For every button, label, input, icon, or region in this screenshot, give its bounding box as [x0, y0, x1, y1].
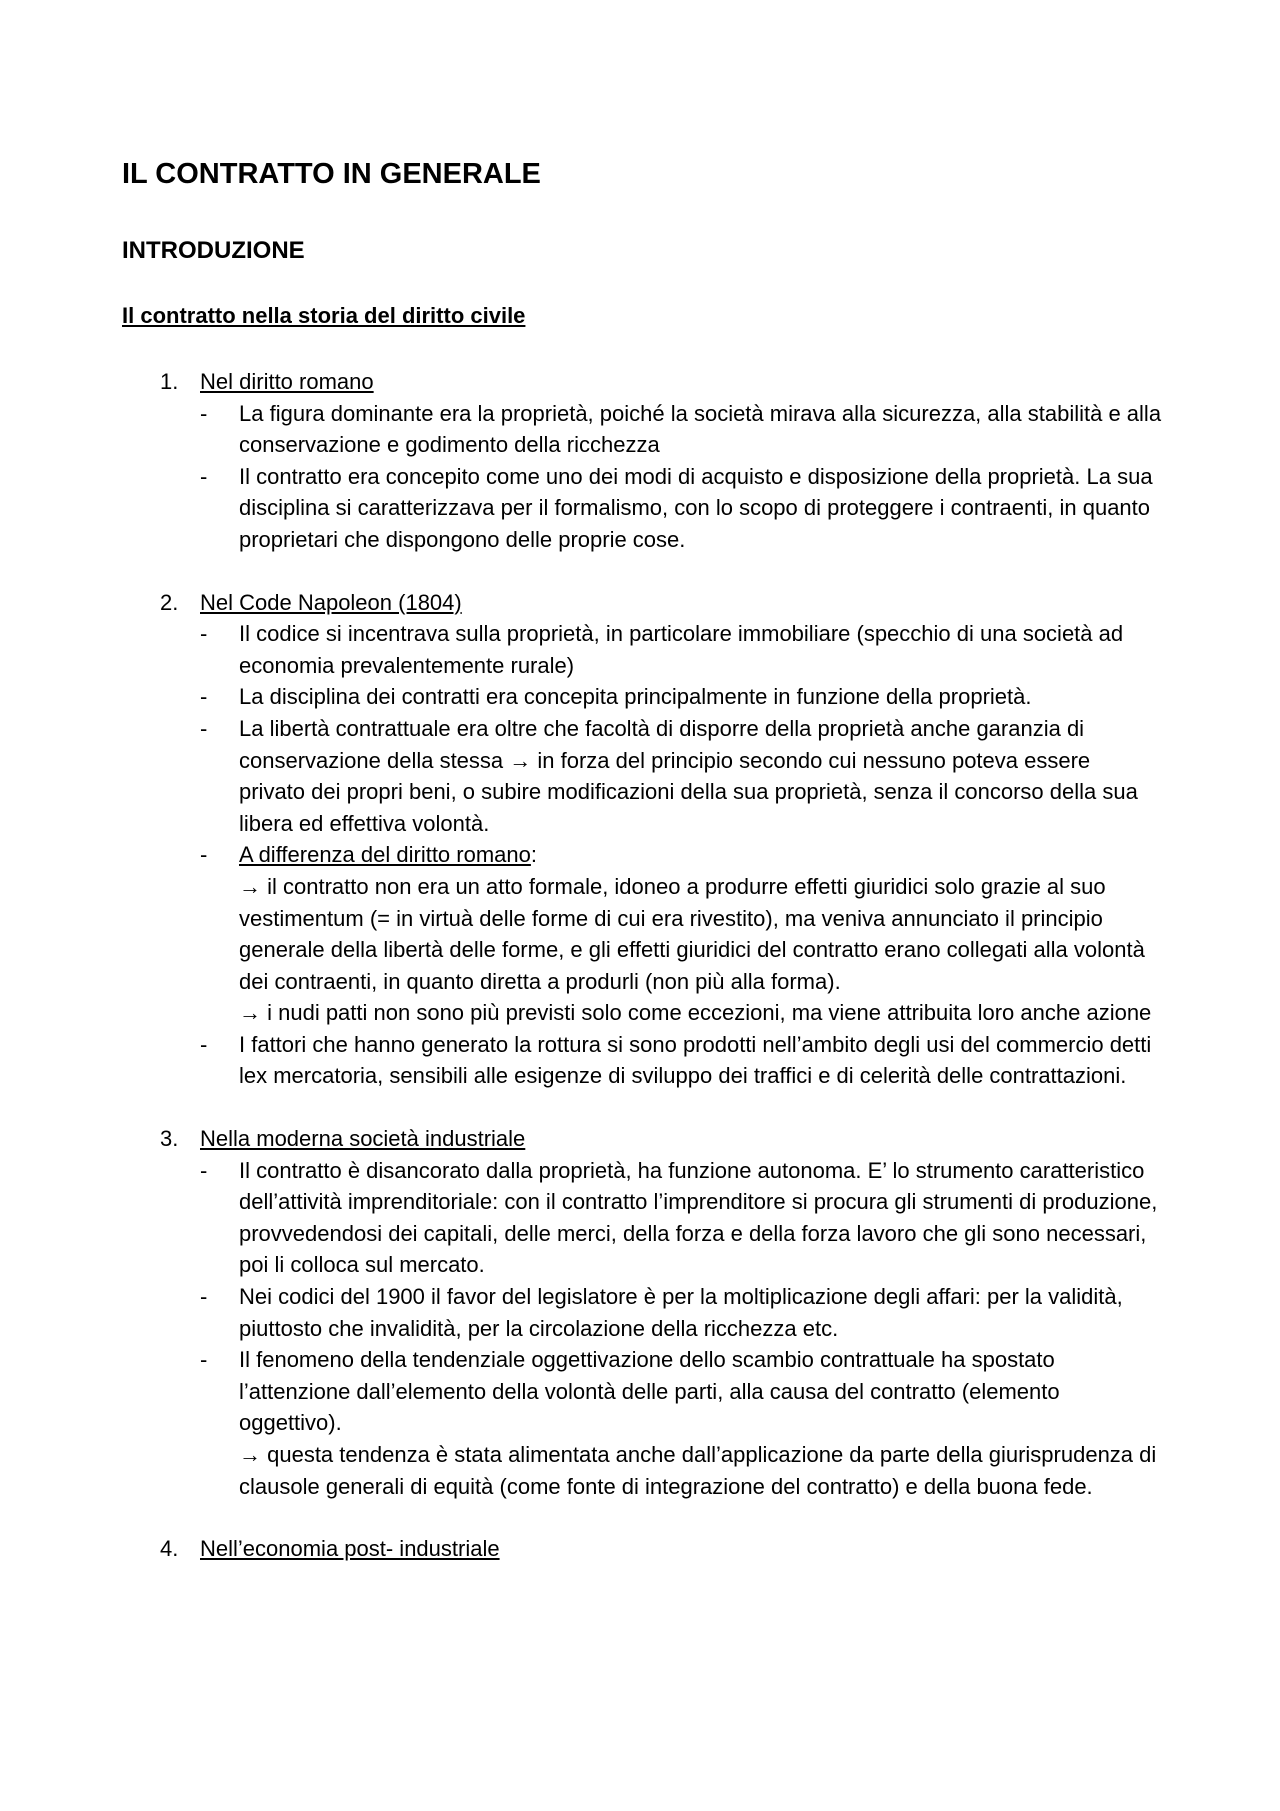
section-number: 4.	[160, 1536, 179, 1562]
section-heading: INTRODUZIONE	[122, 237, 305, 264]
arrow-note: → il contratto non era un atto formale, idoneo a produrre effetti giuridici solo grazie al suo vestimentum (= in virtuà delle forme di cui era rivestito), ma veniva annunciato il principio generale della libertà delle forme, e gli effetti giuridici del contratto erano collegati alla volontà dei contraenti, in quanto diretta a produrli (non più alla forma).	[239, 873, 1145, 994]
section-title-row	[122, 366, 1172, 398]
document-title: IL CONTRATTO IN GENERALE	[122, 158, 541, 190]
section-number: 2.	[160, 589, 179, 615]
list-section-3	[122, 1123, 1172, 1502]
list-item: - I fattori che hanno generato la rottura si sono prodotti nell’ambito degli usi del commercio detti lex mercatoria, sensibili alle esigenze di sviluppo dei traffici e di celerità delle contrattazioni.	[200, 1031, 1152, 1089]
arrow-note: → questa tendenza è stata alimentata anche dall’applicazione da parte della giurisprudenza di clausole generali di equità (come fonte di integrazione del contratto) e della buona fede.	[239, 1442, 1157, 1499]
section-title: Nell’economia post- industriale	[200, 1536, 500, 1562]
section-title-row	[122, 1123, 1172, 1155]
bullet-list	[122, 618, 1172, 1092]
arrow-note: → i nudi patti non sono più previsti solo come eccezioni, ma viene attribuita loro anche azione	[239, 1000, 1152, 1026]
section-title-row	[122, 587, 1172, 619]
section-title: Nel Code Napoleon (1804)	[200, 589, 462, 615]
section-title: Nel diritto romano	[200, 369, 374, 394]
section-title-row	[122, 1533, 1172, 1565]
list-item: - Il contratto è disancorato dalla proprietà, ha funzione autonoma. E’ lo strumento caratteristico dell’attività imprenditoriale: con il contratto l’imprenditore si procura gli strumenti di produzione, provvedendosi dei capitali, delle merci, della forza e della forza lavoro che gli sono necessari, poi li colloca sul mercato.	[200, 1157, 1158, 1278]
subheading: Il contratto nella storia del diritto civile	[122, 303, 526, 328]
list-item: - A differenza del diritto romano: → il contratto non era un atto formale, idoneo a produrre effetti giuridici solo grazie al suo vestimentum (= in virtuà delle forme di cui era rivestito), ma veniva annunciato il principio generale della libertà delle forme, e gli effetti giuridici del contratto erano collegati alla volontà dei contraenti, in quanto diretta a produrli (non più alla forma). → i nudi patti non sono più previsti solo come eccezioni, ma viene attribuita loro anche azione	[122, 839, 1172, 1029]
list-item: - Nei codici del 1900 il favor del legislatore è per la moltiplicazione degli affari: per la validità, piuttosto che invalidità, per la circolazione della ricchezza etc.	[200, 1284, 1123, 1341]
list-item: - La figura dominante era la proprietà, poiché la società mirava alla sicurezza, alla stabilità e alla conservazione e godimento della ricchezza	[200, 400, 1162, 458]
list-item: - Il codice si incentrava sulla proprietà, in particolare immobiliare (specchio di una società ad economia prevalentemente rurale)	[200, 621, 1124, 678]
section-number: 3.	[160, 1126, 179, 1152]
list-section-1	[122, 366, 1172, 556]
bullet-list	[122, 1155, 1172, 1503]
list-item: - La disciplina dei contratti era concepita principalmente in funzione della proprietà.	[200, 684, 1032, 710]
numbered-list	[122, 366, 1172, 1596]
section-title: Nella moderna società industriale	[200, 1126, 526, 1152]
bullet-list	[122, 398, 1172, 556]
list-item: - La libertà contrattuale era oltre che facoltà di disporre della proprietà anche garanzia di conservazione della stessa → in forza del principio secondo cui nessuno poteva essere privato dei propri beni, o subire modificazioni della sua proprietà, senza il concorso della sua libera ed effettiva volontà.	[200, 715, 1138, 836]
underlined-label: A differenza del diritto romano	[239, 842, 531, 868]
section-number: 1.	[160, 369, 179, 394]
list-item: - Il contratto era concepito come uno dei modi di acquisto e disposizione della proprietà. La sua disciplina si caratterizzava per il formalismo, con lo scopo di proteggere i contraenti, in quanto proprietari che dispongono delle proprie cose.	[200, 463, 1153, 552]
list-section-4	[122, 1533, 1172, 1565]
list-item: - Il fenomeno della tendenziale oggettivazione dello scambio contrattuale ha spostato l’attenzione dall’elemento della volontà delle parti, alla causa del contratto (elemento oggettivo). → questa tendenza è stata alimentata anche dall’applicazione da parte della giurisprudenza di clausole generali di equità (come fonte di integrazione del contratto) e della buona fede.	[122, 1344, 1172, 1502]
list-section-2	[122, 587, 1172, 1093]
